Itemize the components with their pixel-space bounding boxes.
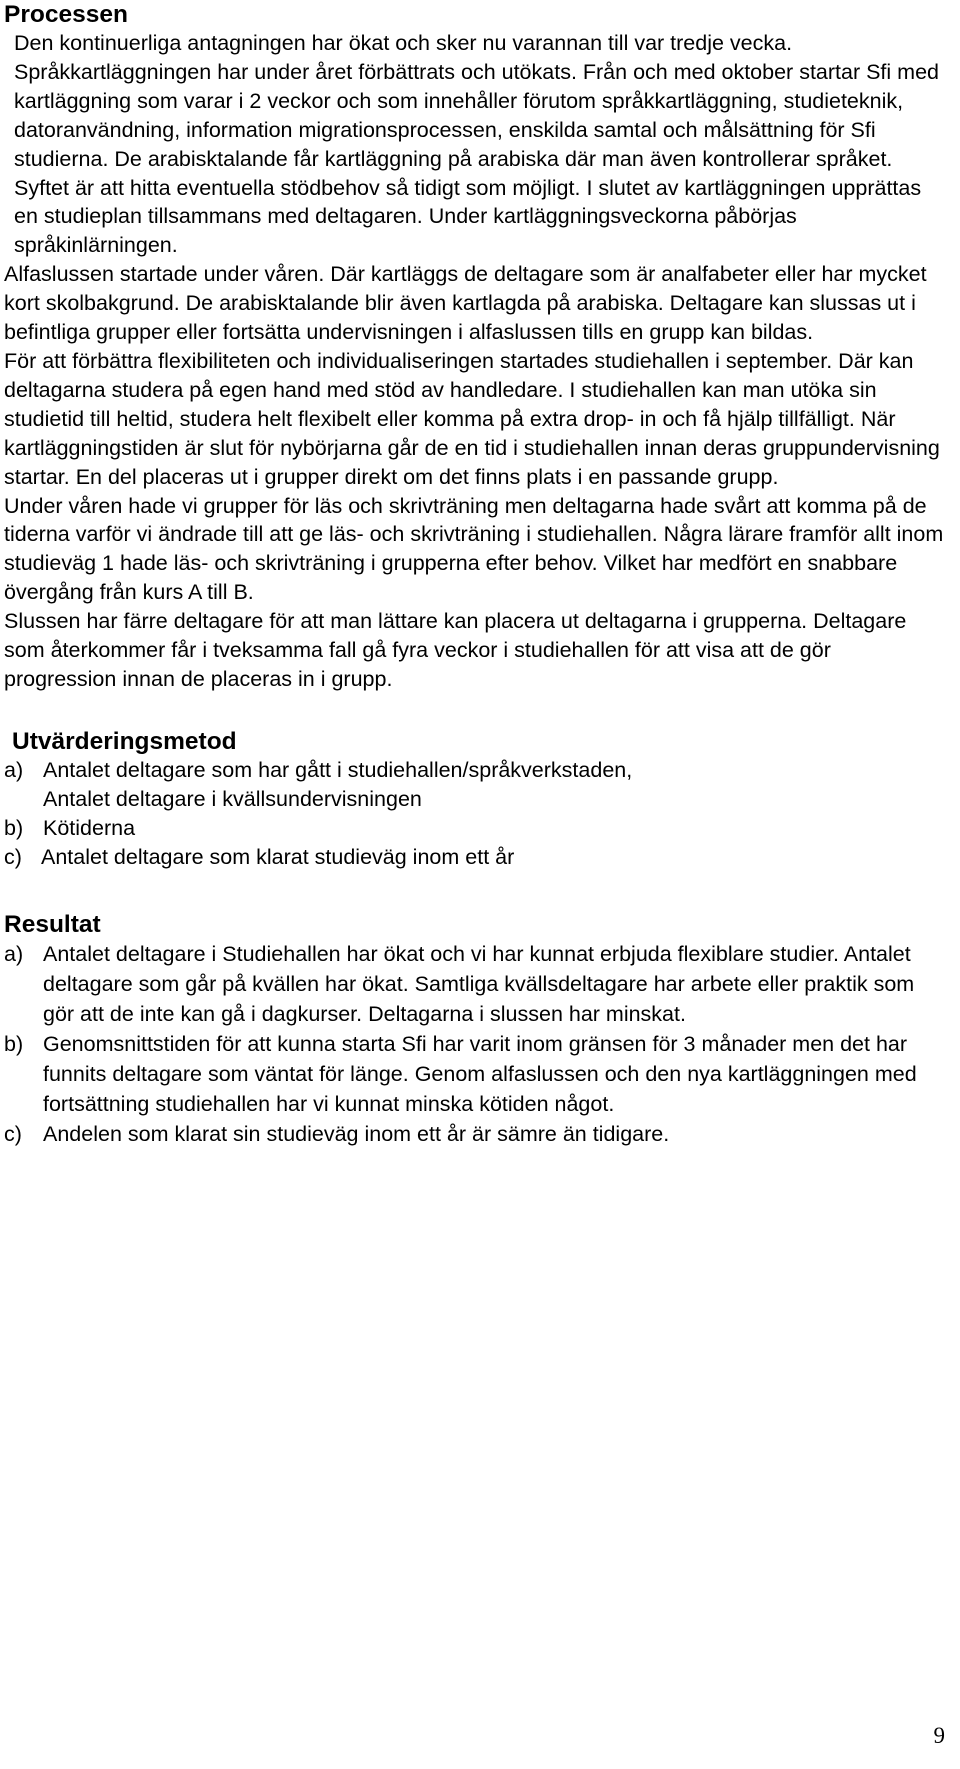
list-item-text: Antalet deltagare som har gått i studiehallen/språkverkstaden,	[43, 757, 633, 782]
list-item-continuation: Antalet deltagare i kvällsundervisningen	[43, 786, 422, 811]
list-item-result-c	[4, 1119, 948, 1149]
list-item-text: Kötiderna	[43, 815, 136, 840]
list-marker: a)	[4, 757, 24, 782]
heading-utvarderingsmetod: Utvärderingsmetod	[12, 727, 237, 755]
list-marker: a)	[4, 941, 24, 966]
list-item-method-a	[4, 756, 948, 814]
paragraph-kartlaggning: Den kontinuerliga antagningen har ökat och sker nu varannan till var tredje vecka. Språkkartläggningen har under året förbättrats och utökats. Från och med oktober startar Sfi med kartläggning som varar i 2 veckor och som innehåller förutom språkkartläggning, studieteknik, datoranvändning, information migrationsprocessen, enskilda samtal och målsättning för Sfi studierna. De arabisktalande får kartläggning på arabiska där man även kontrollerar språket. Syftet är att hitta eventuella stödbehov så tidigt som möjligt. I slutet av kartläggningen upprättas en studieplan tillsammans med deltagaren. Under kartläggningsveckorna påbörjas språkinlärningen.	[14, 31, 939, 258]
list-item-text: Antalet deltagare som klarat studieväg inom ett år	[41, 844, 515, 869]
list-item-text: Andelen som klarat sin studieväg inom ett år är sämre än tidigare.	[43, 1121, 670, 1146]
list-marker: c)	[4, 1121, 22, 1146]
list-item-method-c	[4, 843, 948, 872]
list-item-text: Genomsnittstiden för att kunna starta Sfi har varit inom gränsen för 3 månader men det har funnits deltagare som väntat för länge. Genom alfaslussen och den nya kartläggningen med fortsättning studiehallen har vi kunnat minska kötiden något.	[43, 1031, 917, 1116]
paragraph-slussen: Slussen har färre deltagare för att man lättare kan placera ut deltagarna i grupperna. Deltagare som återkommer får i tveksamma fall gå fyra veckor i studiehallen för att visa att de gör progression innan de placeras in i grupp.	[4, 609, 907, 691]
paragraph-las-och-skrivtraning: Under våren hade vi grupper för läs och skrivträning men deltagarna hade svårt att komma på de tiderna varför vi ändrade till att ge läs- och skrivträning i studiehallen. Några lärare framför allt inom studieväg 1 hade läs- och skrivträning i grupperna efter behov. Vilket har medfört en snabbare övergång från kurs A till B.	[4, 493, 944, 605]
list-marker: c)	[4, 844, 22, 869]
heading-processen: Processen	[4, 1, 128, 28]
list-item-result-a	[4, 939, 948, 1029]
document-page	[4, 0, 948, 1149]
list-marker: b)	[4, 815, 24, 840]
page-number: 9	[933, 1723, 945, 1748]
list-item-method-b	[4, 814, 948, 843]
heading-resultat: Resultat	[4, 910, 101, 938]
paragraph-studiehallen: För att förbättra flexibiliteten och individualiseringen startades studiehallen i september. Där kan deltagarna studera på egen hand med stöd av handledare. I studiehallen kan man utöka sin studietid till heltid, studera helt flexibelt eller komma på extra drop- in och få hjälp tillfälligt. När kartläggningstiden är slut för nybörjarna går de en tid i studiehallen innan deras gruppundervisning startar. En del placeras ut i grupper direkt om det finns plats i en passande grupp.	[4, 348, 940, 489]
paragraph-alfaslussen: Alfaslussen startade under våren. Där kartläggs de deltagare som är analfabeter eller har mycket kort skolbakgrund. De arabisktalande blir även kartlagda på arabiska. Deltagare kan slussas ut i befintliga grupper eller fortsätta undervisningen i alfaslussen tills en grupp kan bildas.	[4, 262, 927, 345]
list-marker: b)	[4, 1031, 24, 1056]
list-item-result-b	[4, 1029, 948, 1119]
list-item-text: Antalet deltagare i Studiehallen har ökat och vi har kunnat erbjuda flexiblare studier. Antalet deltagare som går på kvällen har ökat. Samtliga kvällsdeltagare har arbete eller praktik som gör att de inte kan gå i dagkurser. Deltagarna i slussen har minskat.	[43, 941, 915, 1026]
